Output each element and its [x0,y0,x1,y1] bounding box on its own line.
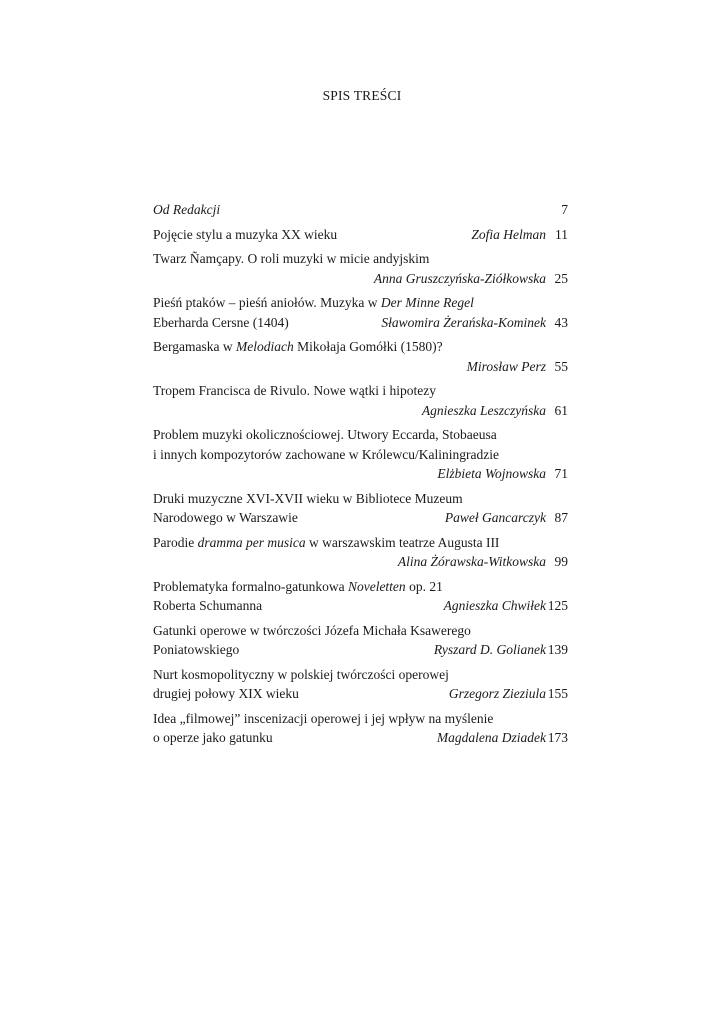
entry-author: Grzegorz Zieziula [448,686,546,701]
toc-entry [153,577,568,616]
entry-page-number: 173 [547,730,568,745]
entry-author-page [449,684,568,704]
entry-title-segment: Der Minne Regel [380,295,474,310]
entry-title-line [153,337,443,357]
entry-line [153,313,568,333]
entry-author-page [467,357,568,377]
toc-entry [153,381,568,420]
toc-entry [153,337,568,376]
entry-title-line [153,313,289,333]
entry-line [153,489,568,509]
entry-line [153,728,568,748]
entry-page-number: 99 [554,554,568,569]
toc-entry [153,709,568,748]
entry-line [153,640,568,660]
entry-author-page [445,508,568,528]
entry-title-line [153,709,493,729]
entry-title-segment: Pojęcie stylu a muzyka XX wieku [153,226,338,242]
entry-page-number: 139 [547,642,568,657]
entry-line [153,577,568,597]
entry-line [153,293,568,313]
entry-page-number: 125 [547,598,568,613]
entry-title-line [153,577,443,597]
entry-title-line [153,640,239,660]
entry-title-line [153,293,474,313]
entry-title-segment: Gatunki operowe w twórczości Józefa Michała Ksawerego [153,622,471,638]
entry-title-segment: w warszawskim teatrze Augusta III [305,534,500,550]
entry-title-segment: Nurt kosmopolityczny w polskiej twórczości operowej [153,666,449,682]
entry-title-line [153,665,449,685]
entry-title-line [153,200,220,220]
entry-line [153,533,568,553]
entry-author: Anna Gruszczyńska-Ziółkowska [373,270,546,286]
entry-author: Alina Żórawska-Witkowska [397,554,546,569]
entry-page-number: 61 [554,402,568,418]
entry-title-segment: drugiej połowy XIX wieku [153,686,299,701]
entry-page-number: 11 [555,226,568,242]
entry-author: Elżbieta Wojnowska [437,466,546,481]
entry-title-segment: Eberharda Cersne (1404) [153,314,289,330]
entry-page-number: 71 [554,466,568,481]
entry-author-page [444,596,568,616]
entry-author-page [471,225,568,245]
entry-author-page [546,200,568,220]
entry-title-segment: Roberta Schumanna [153,598,263,613]
entry-line [153,684,568,704]
entry-title-segment: Problematyka formalno-gatunkowa [153,578,348,594]
entry-line [153,445,568,465]
entry-author-page [398,552,568,572]
entry-title-segment: dramma per musica [197,534,306,550]
entry-title-segment: Druki muzyczne XVI-XVII wieku w Bibliotece Muzeum [153,490,463,506]
entry-author-line [153,269,568,289]
entry-title-line [153,596,262,616]
entry-title-segment: Od Redakcji [153,202,221,217]
toc-entry [153,225,568,245]
entry-title-line [153,728,273,748]
entry-title-segment: Problem muzyki okolicznościowej. Utwory Eccarda, Stobaeusa [153,427,497,442]
entry-title-segment: Idea „filmowej” inscenizacji operowej i jej wpływ na myślenie [153,710,494,726]
entry-page-number: 87 [554,510,568,525]
entry-title-segment: Pieśń ptaków – pieśń aniołów. Muzyka w [153,295,381,310]
entry-title-segment: Twarz Ñamçapy. O roli muzyki w micie andyjskim [153,251,430,266]
entry-author: Ryszard D. Golianek [433,642,546,657]
page-title: SPIS TREŚCI [322,88,402,103]
entry-author: Paweł Gancarczyk [444,510,546,525]
entry-author-page [381,313,568,333]
entry-line [153,709,568,729]
entry-title-segment: Mikołaja Gomółki (1580)? [293,339,443,354]
entry-author-page [437,728,568,748]
entry-author: Magdalena Dziadek [436,730,546,745]
toc-entry [153,293,568,332]
entry-author-page [374,269,568,289]
entry-title-line [153,533,499,553]
entry-title-segment: op. 21 [405,578,443,594]
entry-line [153,225,568,245]
entry-line [153,508,568,528]
entry-title-line [153,508,298,528]
entry-title-segment: Melodiach [235,339,294,354]
entry-title-line [153,445,499,465]
entry-title-line [153,381,436,401]
entry-line [153,337,568,357]
toc-entry [153,489,568,528]
toc-entry [153,249,568,288]
toc-entry [153,533,568,572]
entry-line [153,596,568,616]
entry-title-segment: Bergamaska w [153,339,236,354]
entry-page-number: 25 [554,270,568,286]
entry-title-segment: Parodie [153,534,198,550]
entry-title-segment: i innych kompozytorów zachowane w Królewcu/Kaliningradzie [153,446,500,462]
entry-title-line [153,489,463,509]
entry-title-line [153,249,429,269]
entry-page-number: 43 [554,314,568,330]
entry-author-line [153,464,568,484]
entry-title-segment: Noveletten [347,578,406,594]
entry-page-number: 55 [554,358,568,374]
entry-line [153,665,568,685]
entry-author-line [153,552,568,572]
entry-line [153,381,568,401]
entry-author-page [437,464,568,484]
entry-author-line [153,357,568,377]
toc-entry [153,621,568,660]
entry-title-line [153,225,337,245]
entry-author: Agnieszka Chwiłek [443,598,546,613]
entry-author: Mirosław Perz [466,358,546,374]
entry-title-segment: Poniatowskiego [153,642,240,657]
entry-line [153,249,568,269]
entry-author: Sławomira Żerańska-Kominek [381,314,546,330]
entry-line [153,425,568,445]
entry-author: Zofia Helman [471,226,546,242]
entry-title-line [153,684,299,704]
entry-author-page [422,401,568,421]
entry-title-line [153,621,471,641]
entry-title-segment: Narodowego w Warszawie [153,510,298,525]
entry-author-page [434,640,568,660]
entry-author-line [153,401,568,421]
entry-line [153,200,568,220]
table-of-contents [153,200,568,753]
toc-entry [153,200,568,220]
entry-author: Agnieszka Leszczyńska [421,402,546,418]
toc-entry [153,425,568,484]
entry-title-line [153,425,497,445]
entry-title-segment: o operze jako gatunku [153,730,273,745]
entry-page-number: 7 [561,202,568,217]
toc-entry [153,665,568,704]
entry-title-segment: Tropem Francisca de Rivulo. Nowe wątki i hipotezy [153,383,436,398]
entry-page-number: 155 [547,686,568,701]
entry-line [153,621,568,641]
